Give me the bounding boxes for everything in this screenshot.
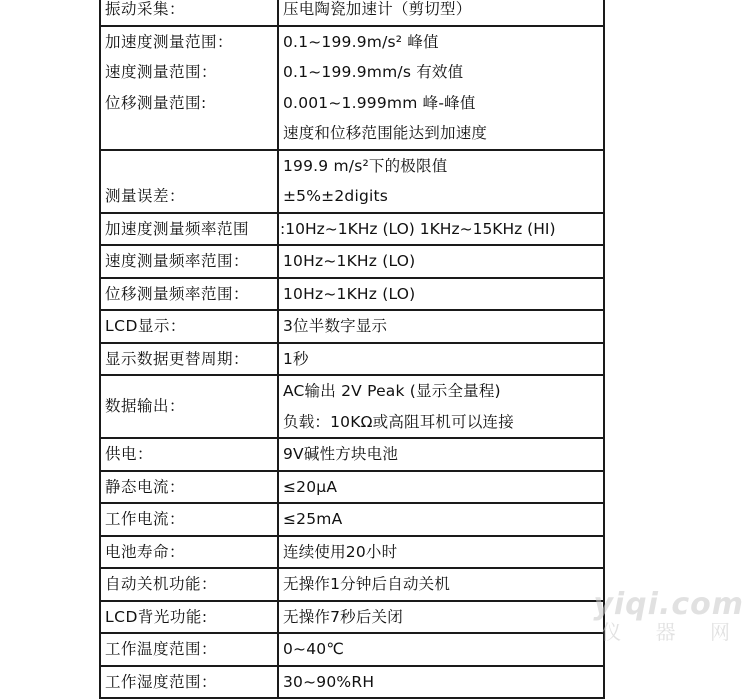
spec-value: 0.1~199.9mm/s 有效值: [278, 57, 604, 88]
spec-value: 无操作1分钟后自动关机: [278, 568, 604, 601]
spec-label: 电池寿命：: [100, 536, 278, 569]
table-row: [100, 278, 604, 311]
spec-value: 10Hz~1KHz (LO): [278, 278, 604, 311]
spec-table: [99, 0, 605, 699]
watermark-logo: [593, 587, 744, 644]
spec-label: 显示数据更替周期：: [100, 343, 278, 376]
spec-value-line: ±5%±2digits: [283, 187, 389, 205]
spec-value: 30~90%RH: [278, 666, 604, 699]
spec-label: 加速度测量频率范围: [100, 213, 278, 246]
spec-label: 供电：: [100, 438, 278, 471]
spec-value: :10Hz~1KHz (LO) 1KHz~15KHz (HI): [278, 213, 604, 246]
spec-label: 工作湿度范围：: [100, 666, 278, 699]
table-row: [100, 438, 604, 471]
spec-value: 0.001~1.999mm 峰-峰值: [278, 88, 604, 119]
spec-label: 静态电流：: [100, 471, 278, 504]
spec-value: 连续使用20小时: [278, 536, 604, 569]
spec-value: 0~40℃: [278, 633, 604, 666]
spec-value: [278, 150, 604, 213]
spec-label: 振动采集：: [100, 0, 278, 26]
spec-value: 3位半数字显示: [278, 310, 604, 343]
spec-label: 速度测量频率范围：: [100, 245, 278, 278]
spec-label-group: [100, 26, 278, 150]
spec-label: LCD显示：: [100, 310, 278, 343]
spec-value: [278, 375, 604, 438]
spec-label: 加速度测量范围：: [105, 32, 234, 51]
table-row: [100, 471, 604, 504]
spec-label: 工作电流：: [100, 503, 278, 536]
spec-label: [105, 118, 277, 149]
table-row: [100, 0, 604, 26]
table-row: [100, 536, 604, 569]
table-row: [100, 150, 604, 213]
spec-value: 无操作7秒后关闭: [278, 601, 604, 634]
table-row: [100, 245, 604, 278]
spec-value: 1秒: [278, 343, 604, 376]
table-row: [100, 633, 604, 666]
spec-label: 自动关机功能：: [100, 568, 278, 601]
spec-label: 位移测量频率范围：: [100, 278, 278, 311]
spec-sheet: [99, 0, 603, 699]
table-row: [100, 26, 604, 58]
table-row: [100, 568, 604, 601]
table-row: [100, 213, 604, 246]
watermark-text: yiqi.com: [593, 587, 744, 622]
table-row: [100, 375, 604, 438]
spec-label: 速度测量范围：: [105, 63, 218, 81]
spec-value: 0.1~199.9m/s² 峰值: [278, 26, 604, 58]
spec-label: 工作温度范围：: [100, 633, 278, 666]
spec-value-line: 负载：10KΩ或高阻耳机可以连接: [283, 412, 514, 431]
table-row: [100, 343, 604, 376]
spec-value: ≤25mA: [278, 503, 604, 536]
spec-label: 测量误差：: [100, 150, 278, 213]
spec-value: 压电陶瓷加速计（剪切型）: [278, 0, 604, 26]
table-row: [100, 601, 604, 634]
spec-value: ≤20μA: [278, 471, 604, 504]
spec-value: 速度和位移范围能达到加速度: [278, 118, 604, 150]
spec-label: 数据输出：: [100, 375, 278, 438]
spec-label: LCD背光功能:: [100, 601, 278, 634]
table-row: [100, 503, 604, 536]
watermark-subtext: 仪 器 网: [601, 620, 744, 644]
table-row: [100, 666, 604, 699]
spec-value: 9V碱性方块电池: [278, 438, 604, 471]
spec-value-line: AC输出 2V Peak (显示全量程): [283, 382, 501, 400]
spec-value-line: 199.9 m/s²下的极限值: [283, 156, 448, 175]
table-row: [100, 310, 604, 343]
spec-value: 10Hz~1KHz (LO): [278, 245, 604, 278]
spec-label: 位移测量范围:: [105, 93, 207, 112]
